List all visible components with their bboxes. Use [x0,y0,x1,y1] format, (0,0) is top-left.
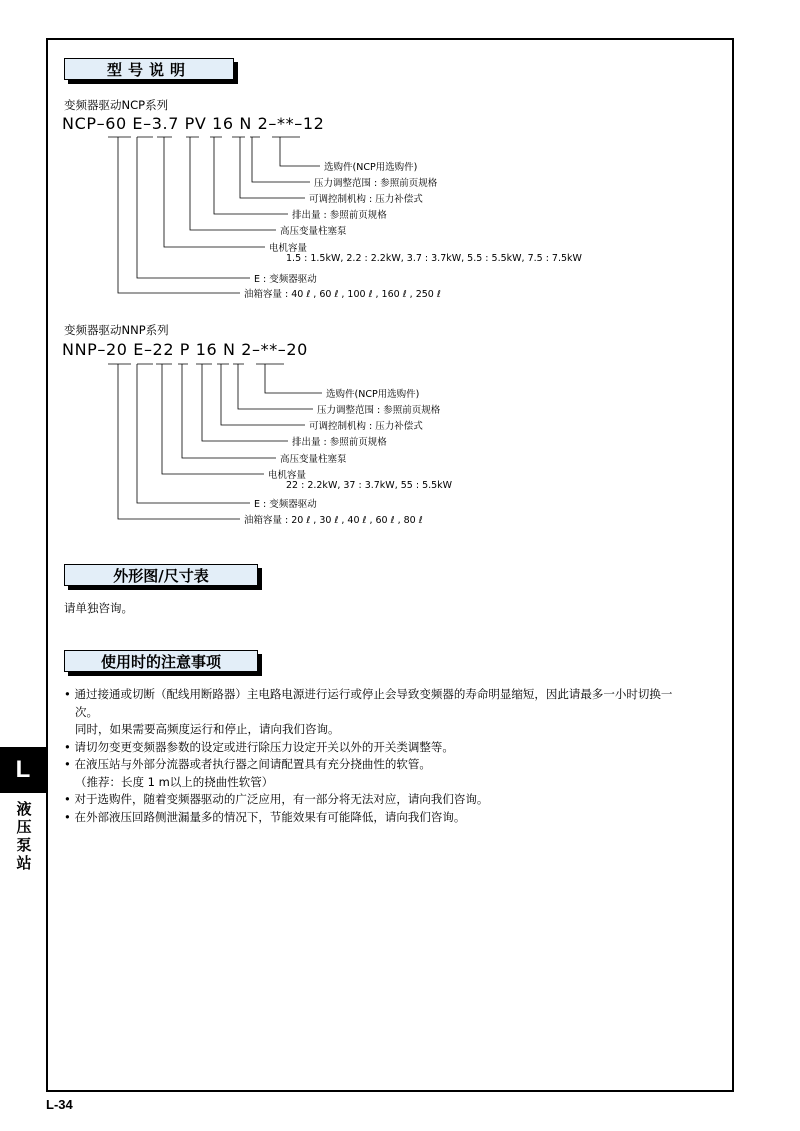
nnp-label-tank: 油箱容量 : 20 ℓ , 30 ℓ , 40 ℓ , 60 ℓ , 80 ℓ [244,515,423,526]
section-header-model: 型号说明 [64,58,234,80]
note-line: 同时，如果需要高频度运行和停止，请向我们咨询。 [64,722,340,736]
page-number: L-34 [46,1097,73,1112]
ncp-label-option: 选购件(NCP用选购件) [324,162,418,173]
nnp-label-displacement: 排出量 : 参照前页规格 [292,437,387,448]
side-tab-char: 泵 [16,836,32,854]
note-line: • 通过接通或切断（配线用断路器）主电路电源进行运行或停止会导致变频器的寿命明显缩短，因此请最多一小时切换一 [64,687,673,701]
side-tab-label [14,800,34,872]
ncp-label-displacement: 排出量 : 参照前页规格 [292,210,387,221]
nnp-subtitle: 变频器驱动NNP系列 [64,323,169,337]
note-line: • 在外部液压回路侧泄漏量多的情况下，节能效果有可能降低，请向我们咨询。 [64,809,466,824]
outline-text: 请单独咨询。 [64,601,133,615]
ncp-label-drive: E : 变频器驱动 [254,274,317,285]
ncp-label-motor: 电机容量 [269,243,308,254]
section-header-notes: 使用时的注意事项 [64,650,258,672]
nnp-label-pressure-range: 压力调整范围 : 参照前页规格 [317,405,441,416]
nnp-label-control: 可调控制机构 : 压力补偿式 [309,421,423,432]
note-line: • 在液压站与外部分流器或者执行器之间请配置具有充分挠曲性的软管。 [64,757,431,771]
note-line: 次。 [64,704,98,719]
nnp-model-code: NNP–20 E–22 P 16 N 2–**–20 [62,340,308,359]
side-tab-char: 压 [16,818,32,836]
note-line: • 对于选购件，随着变频器驱动的广泛应用，有一部分将无法对应，请向我们咨询。 [64,792,489,806]
section-header-outline: 外形图/尺寸表 [64,564,258,586]
side-tab-char: 站 [16,854,32,872]
nnp-label-option: 选购件(NCP用选购件) [326,389,420,400]
ncp-model-code: NCP–60 E–3.7 PV 16 N 2–**–12 [62,114,325,133]
note-line: • 请切勿变更变频器参数的设定或进行除压力设定开关以外的开关类调整等。 [64,739,454,754]
nnp-label-motor: 电机容量 [268,470,307,481]
note-line: （推荐：长度 1 m以上的挠曲性软管） [64,774,274,789]
ncp-label-pump: 高压变量柱塞泵 [280,226,347,237]
nnp-label-motor-values: 22 : 2.2kW, 37 : 3.7kW, 55 : 5.5kW [286,480,453,491]
ncp-subtitle: 变频器驱动NCP系列 [64,98,169,112]
ncp-label-motor-values: 1.5 : 1.5kW, 2.2 : 2.2kW, 3.7 : 3.7kW, 5.5 : 5.5kW, 7.5 : 7.5kW [286,253,582,264]
ncp-label-pressure-range: 压力调整范围 : 参照前页规格 [314,178,438,189]
nnp-label-pump: 高压变量柱塞泵 [280,454,347,465]
nnp-label-drive: E : 变频器驱动 [254,499,317,510]
notes-list [64,686,714,826]
ncp-label-control: 可调控制机构 : 压力补偿式 [309,194,423,205]
ncp-label-tank: 油箱容量 : 40 ℓ , 60 ℓ , 100 ℓ , 160 ℓ , 250 ℓ [244,289,441,300]
side-tab-char: 液 [16,800,32,818]
side-tab-letter: L [0,747,46,793]
